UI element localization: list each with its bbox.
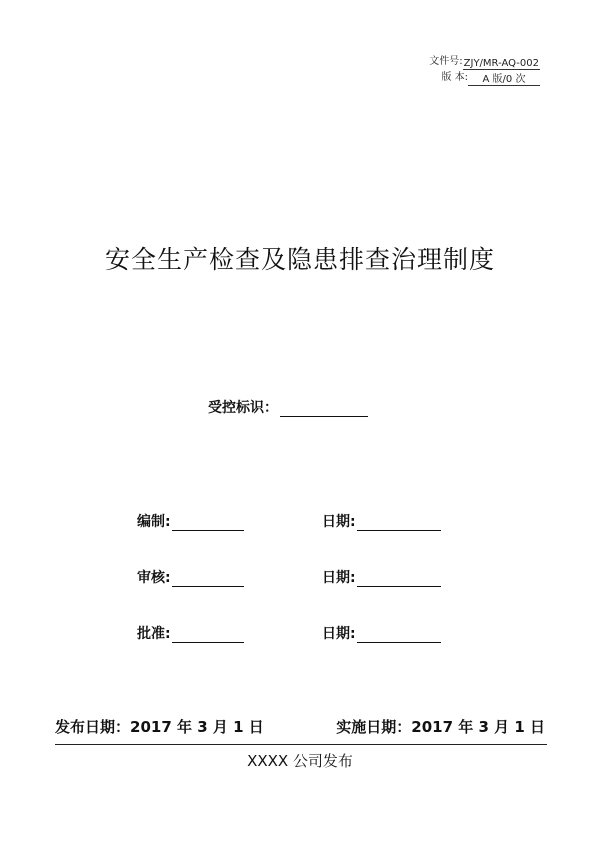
file-number-value: ZJY/MR-AQ-002 xyxy=(463,58,539,69)
release-date-value: 2017 年 3 月 1 日 xyxy=(130,718,264,736)
version-row xyxy=(429,70,540,86)
prepared-date-label: 日期: xyxy=(322,514,356,530)
reviewed-blank[interactable] xyxy=(172,570,244,587)
footer-divider xyxy=(55,744,547,745)
reviewed-label: 审核: xyxy=(137,570,171,586)
prepared-row xyxy=(0,511,600,531)
release-date xyxy=(55,716,264,737)
prepared-date-field xyxy=(322,511,441,531)
effective-date-value: 2017 年 3 月 1 日 xyxy=(411,718,545,736)
effective-date xyxy=(336,716,545,737)
approved-row xyxy=(0,623,600,643)
reviewed-date-label: 日期: xyxy=(322,570,356,586)
prepared-date-blank[interactable] xyxy=(357,514,441,531)
approved-field xyxy=(137,623,244,643)
dates-row xyxy=(55,716,545,737)
prepared-blank[interactable] xyxy=(172,514,244,531)
reviewed-date-field xyxy=(322,567,441,587)
control-mark-blank[interactable] xyxy=(280,400,368,417)
document-meta xyxy=(429,54,540,86)
prepared-field xyxy=(137,511,244,531)
approved-date-field xyxy=(322,623,441,643)
approved-date-label: 日期: xyxy=(322,626,356,642)
file-number-row xyxy=(429,54,540,70)
reviewed-date-blank[interactable] xyxy=(357,570,441,587)
release-date-label: 发布日期： xyxy=(55,718,131,736)
approved-date-blank[interactable] xyxy=(357,626,441,643)
version-value: A 版/0 次 xyxy=(468,74,540,86)
issuer: XXXX 公司发布 xyxy=(247,752,353,770)
reviewed-field xyxy=(137,567,244,587)
reviewed-row xyxy=(0,567,600,587)
control-mark xyxy=(208,397,368,417)
approved-blank[interactable] xyxy=(172,626,244,643)
control-mark-label: 受控标识： xyxy=(208,400,278,416)
prepared-label: 编制: xyxy=(137,514,171,530)
document-title: 安全生产检查及隐患排查治理制度 xyxy=(104,245,495,274)
approved-label: 批准: xyxy=(137,626,171,642)
effective-date-label: 实施日期： xyxy=(336,718,412,736)
version-label: 版 本: xyxy=(441,72,468,83)
file-number-label: 文件号: xyxy=(429,56,463,67)
